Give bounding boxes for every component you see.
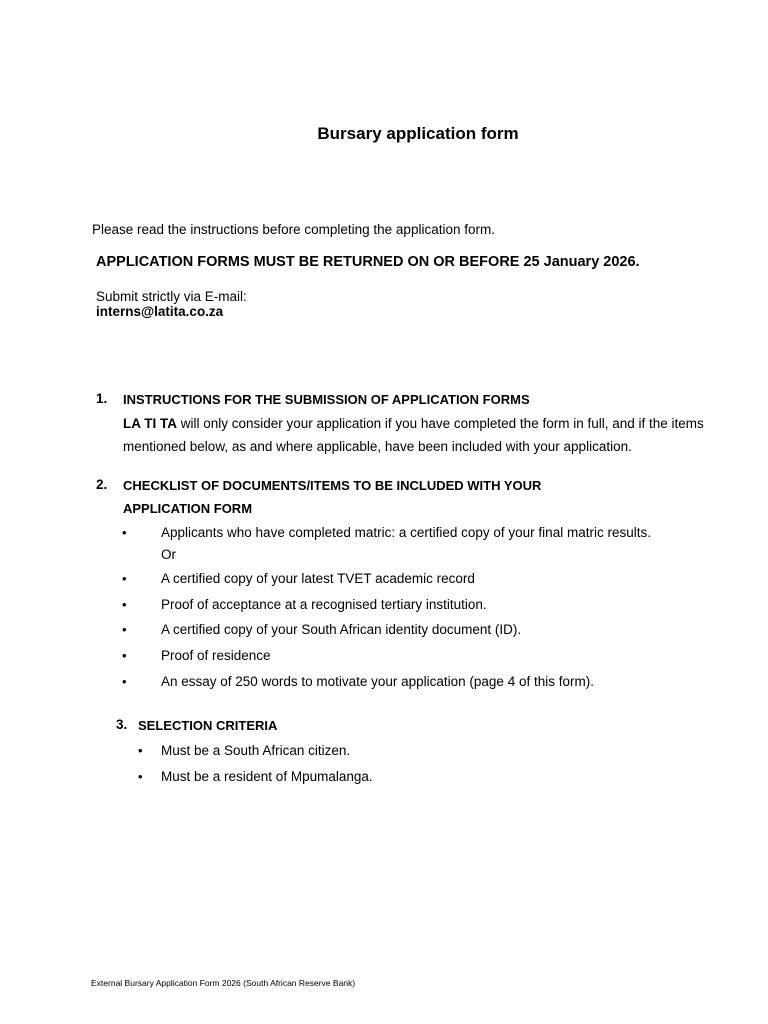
bullet-icon: • [122, 571, 127, 586]
section-heading: SELECTION CRITERIA [138, 718, 278, 733]
list-item: An essay of 250 words to motivate your application (page 4 of this form). [161, 674, 594, 689]
section-text-line: mentioned below, as and where applicable, have been included with your application. [123, 439, 632, 454]
list-item: A certified copy of your latest TVET academic record [161, 571, 475, 586]
section-number: 1. [96, 391, 108, 406]
page-footer: External Bursary Application Form 2026 (South African Reserve Bank) [91, 978, 356, 988]
list-item: Proof of residence [161, 648, 271, 663]
deadline-notice: APPLICATION FORMS MUST BE RETURNED ON OR BEFORE 25 January 2026. [96, 254, 640, 270]
section-heading: INSTRUCTIONS FOR THE SUBMISSION OF APPLICATION FORMS [123, 392, 530, 407]
section-number: 3. [116, 717, 128, 732]
instruction-note: Please read the instructions before completing the application form. [92, 222, 495, 237]
document-title: Bursary application form [317, 124, 519, 143]
bullet-icon: • [122, 622, 127, 637]
list-item: Must be a resident of Mpumalanga. [161, 769, 373, 784]
bullet-icon: • [122, 648, 127, 663]
section-heading: CHECKLIST OF DOCUMENTS/ITEMS TO BE INCLUDED WITH YOUR [123, 478, 542, 493]
section-text: will only consider your application if you have completed the form in full, and if the items [177, 416, 704, 431]
list-item-continuation: Or [161, 547, 176, 562]
submit-label: Submit strictly via E-mail: [96, 289, 247, 304]
section-number: 2. [96, 477, 108, 492]
bullet-icon: • [138, 769, 143, 784]
list-item: Must be a South African citizen. [161, 743, 351, 758]
bullet-icon: • [138, 743, 143, 758]
bullet-icon: • [122, 674, 127, 689]
submit-email: interns@latita.co.za [96, 304, 224, 319]
list-item: Applicants who have completed matric: a certified copy of your final matric results. [161, 525, 651, 540]
section-heading: APPLICATION FORM [123, 501, 253, 516]
section-text-line [123, 416, 704, 431]
list-item: A certified copy of your South African identity document (ID). [161, 622, 522, 637]
bullet-icon: • [122, 597, 127, 612]
bullet-icon: • [122, 525, 127, 540]
list-item: Proof of acceptance at a recognised tertiary institution. [161, 597, 487, 612]
company-name: LA TI TA [123, 416, 177, 431]
